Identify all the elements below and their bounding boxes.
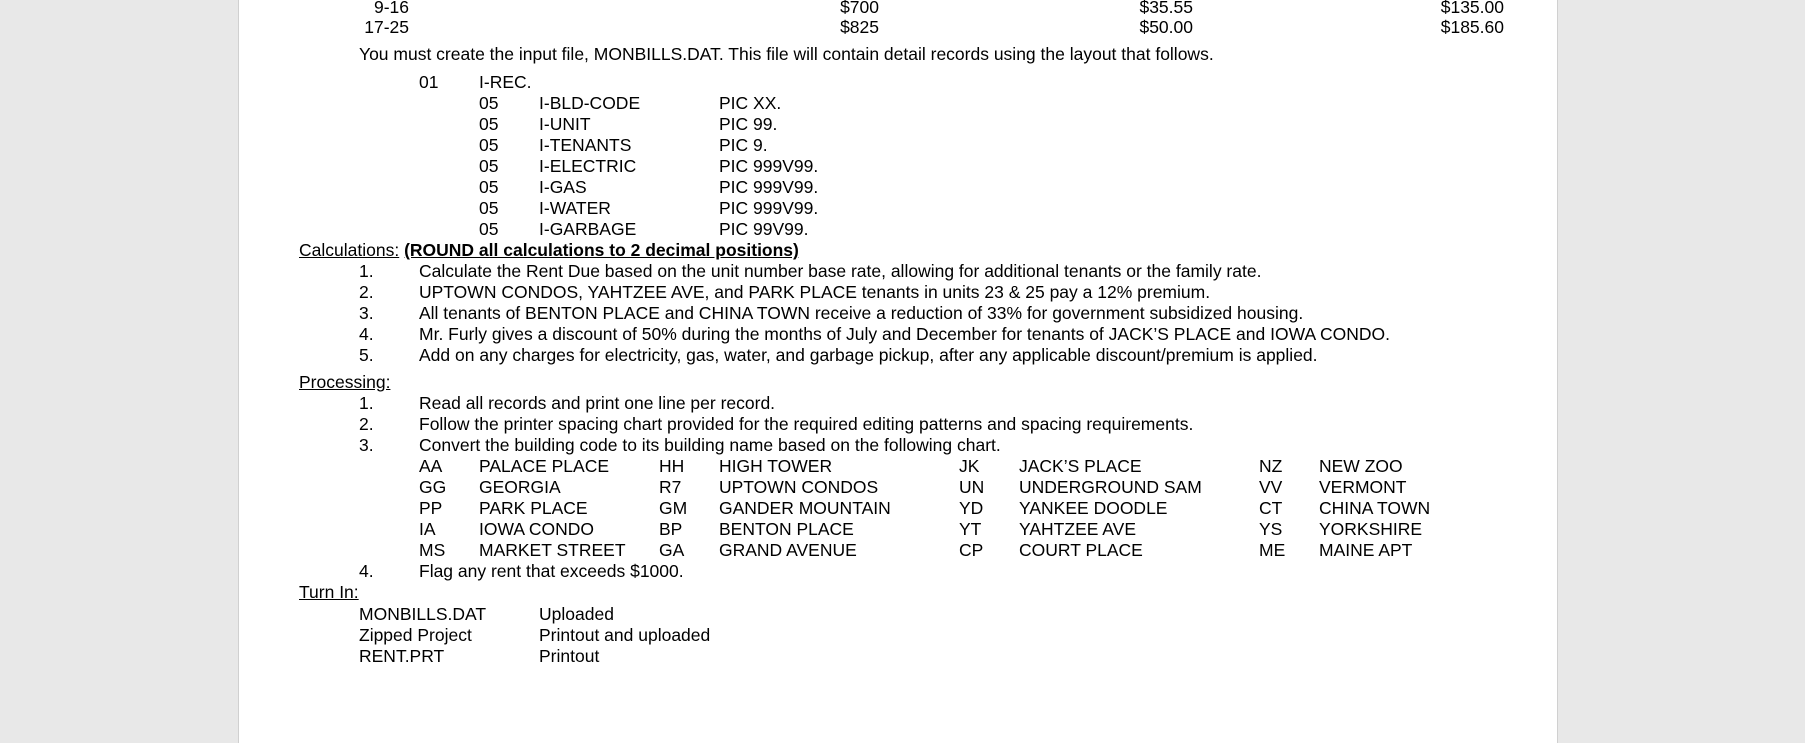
field-pic: PIC 999V99. [719, 177, 819, 197]
field-level: 05 [479, 198, 499, 218]
rate-units: 9-16 [373, 0, 409, 17]
calc-text: All tenants of BENTON PLACE and CHINA TOWN receive a reduction of 33% for government subsidized housing. [419, 303, 1304, 323]
field-pic: PIC 9. [719, 135, 768, 155]
building-name: CHINA TOWN [1319, 498, 1431, 518]
building-name: YANKEE DOODLE [1019, 498, 1168, 518]
field-name: I-GARBAGE [539, 219, 637, 239]
turn-in-file: Zipped Project [359, 625, 472, 645]
building-name: GRAND AVENUE [719, 540, 857, 560]
proc-number: 4. [359, 561, 374, 581]
building-code: ME [1259, 540, 1286, 560]
record-level: 01 [419, 72, 439, 92]
proc-number: 1. [359, 393, 374, 413]
building-name: GEORGIA [479, 477, 561, 497]
rate-rent: $700 [840, 0, 879, 17]
building-code: YT [959, 519, 982, 539]
calc-text: Calculate the Rent Due based on the unit number base rate, allowing for additional tenants or the family rate. [419, 261, 1262, 281]
building-name: PALACE PLACE [479, 456, 610, 476]
rate-additional: $50.00 [1139, 17, 1193, 37]
building-name: COURT PLACE [1019, 540, 1143, 560]
turn-in-method: Printout and uploaded [539, 625, 711, 645]
turn-in-file: RENT.PRT [359, 646, 445, 666]
building-code: CT [1259, 498, 1283, 518]
turn-in-heading: Turn In: [299, 582, 359, 602]
field-level: 05 [479, 156, 499, 176]
rate-family: $185.60 [1440, 17, 1504, 37]
proc-text: Read all records and print one line per record. [419, 393, 776, 413]
field-pic: PIC 999V99. [719, 198, 819, 218]
calc-number: 2. [359, 282, 374, 302]
building-name: PARK PLACE [479, 498, 588, 518]
field-pic: PIC XX. [719, 93, 782, 113]
field-pic: PIC 999V99. [719, 156, 819, 176]
building-code: JK [959, 456, 980, 476]
processing-heading: Processing: [299, 372, 391, 392]
field-level: 05 [479, 219, 499, 239]
building-code: BP [659, 519, 683, 539]
calc-text: UPTOWN CONDOS, YAHTZEE AVE, and PARK PLACE tenants in units 23 & 25 pay a 12% premium. [419, 282, 1211, 302]
building-code: HH [659, 456, 685, 476]
building-code: VV [1259, 477, 1283, 497]
building-name: MAINE APT [1319, 540, 1413, 560]
building-name: HIGH TOWER [719, 456, 833, 476]
field-level: 05 [479, 93, 499, 113]
proc-number: 2. [359, 414, 374, 434]
building-name: GANDER MOUNTAIN [719, 498, 891, 518]
rate-additional: $35.55 [1139, 0, 1193, 17]
field-name: I-GAS [539, 177, 587, 197]
proc-text: Flag any rent that exceeds $1000. [419, 561, 684, 581]
building-name: NEW ZOO [1319, 456, 1403, 476]
field-pic: PIC 99. [719, 114, 778, 134]
building-code: UN [959, 477, 985, 497]
rate-rent: $825 [840, 17, 879, 37]
proc-text: Follow the printer spacing chart provided for the required editing patterns and spacing requirements. [419, 414, 1194, 434]
building-code: NZ [1259, 456, 1283, 476]
building-code: MS [419, 540, 446, 560]
building-code: AA [419, 456, 443, 476]
intro-paragraph: You must create the input file, MONBILLS.DAT. This file will contain detail records using the layout that follows. [359, 44, 1214, 64]
field-level: 05 [479, 135, 499, 155]
calc-number: 4. [359, 324, 374, 344]
calc-text: Mr. Furly gives a discount of 50% during the months of July and December for tenants of JACK’S PLACE and IOWA CONDO. [419, 324, 1391, 344]
building-name: UPTOWN CONDOS [719, 477, 879, 497]
record-name: I-REC. [479, 72, 532, 92]
calc-text: Add on any charges for electricity, gas, water, and garbage pickup, after any applicable discount/premium is applied. [419, 345, 1318, 365]
field-level: 05 [479, 177, 499, 197]
field-name: I-BLD-CODE [539, 93, 641, 113]
rate-units: 17-25 [364, 17, 409, 37]
turn-in-method: Printout [539, 646, 600, 666]
field-name: I-ELECTRIC [539, 156, 637, 176]
building-code: GG [419, 477, 447, 497]
building-name: IOWA CONDO [479, 519, 595, 539]
proc-number: 3. [359, 435, 374, 455]
building-name: UNDERGROUND SAM [1019, 477, 1202, 497]
building-name: MARKET STREET [479, 540, 626, 560]
field-name: I-UNIT [539, 114, 591, 134]
building-name: YAHTZEE AVE [1019, 519, 1137, 539]
calc-number: 3. [359, 303, 374, 323]
building-code: GA [659, 540, 685, 560]
building-name: YORKSHIRE [1319, 519, 1423, 539]
rate-family: $135.00 [1440, 0, 1504, 17]
document-page [238, 0, 1558, 743]
turn-in-file: MONBILLS.DAT [359, 604, 487, 624]
building-code: GM [659, 498, 688, 518]
turn-in-method: Uploaded [539, 604, 614, 624]
field-level: 05 [479, 114, 499, 134]
building-name: BENTON PLACE [719, 519, 854, 539]
field-name: I-TENANTS [539, 135, 632, 155]
building-code: IA [419, 519, 436, 539]
calc-number: 5. [359, 345, 374, 365]
calc-number: 1. [359, 261, 374, 281]
building-code: YD [959, 498, 984, 518]
building-code: PP [419, 498, 443, 518]
field-name: I-WATER [539, 198, 611, 218]
calculations-note: (ROUND all calculations to 2 decimal positions) [404, 240, 799, 260]
building-name: JACK’S PLACE [1019, 456, 1142, 476]
calculations-heading [299, 240, 799, 261]
building-code: CP [959, 540, 984, 560]
calculations-title: Calculations: [299, 240, 400, 260]
building-code: R7 [659, 477, 682, 497]
field-pic: PIC 99V99. [719, 219, 809, 239]
building-name: VERMONT [1319, 477, 1407, 497]
building-code: YS [1259, 519, 1283, 539]
proc-text: Convert the building code to its building name based on the following chart. [419, 435, 1001, 455]
